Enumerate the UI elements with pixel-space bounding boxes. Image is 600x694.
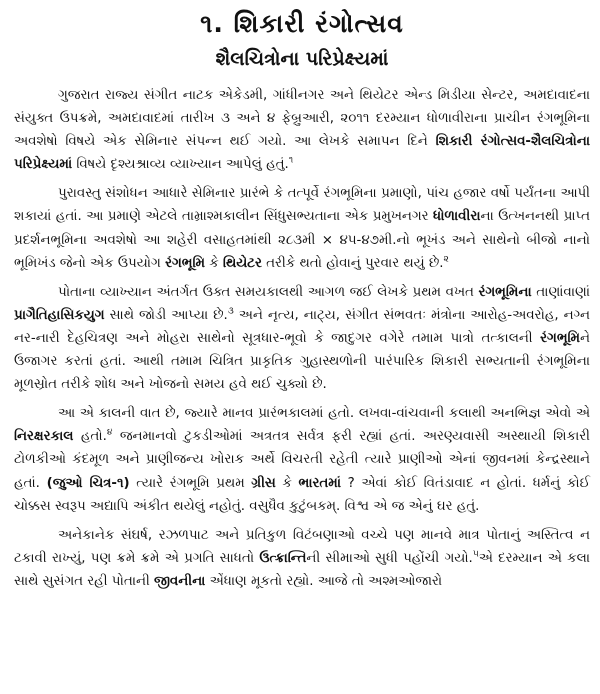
bold-term: રંગભૂમિ <box>540 330 581 346</box>
bold-term: (જુઓ ચિત્ર-૧) <box>46 475 130 491</box>
bold-term: થિયેટર <box>222 255 262 271</box>
text-run: ના ઉત્ખનનથી પ્રાપ્ત પ્રદર્શનભૂમિના અવશેષો આ શહેરી વસાહતમાંથી ૨૮૩મી × ૪૫-૪૭મી.નો ભૂખંડ અને સાથેનો બીજો નાનો ભૂમિખંડ જેનો એક ઉપયોગ <box>14 209 590 271</box>
body-text <box>14 84 590 593</box>
text-run: સાથે જોડી આપ્યા છે. <box>104 307 228 323</box>
bold-term: ભારતમાં <box>298 475 342 491</box>
text-run: આ એ કાલની વાત છે, જ્યારે માનવ પ્રારંભકાલમાં હતો. લખવા-વાંચવાની કલાથી અનભિજ્ઞ એવો એ <box>58 406 590 422</box>
text-run: ને ઉજાગર કરતાં હતાં. આથી તમામ ચિત્રિત પ્રાકૃતિક ગુહાસ્થળોની પારંપારિક શિકારી સભ્યતાની રંગભૂમિના મૂળસ્રોત તરીકે શોધ અને ખોજનો સમય હવે થઈ ચુક્યો છે. <box>14 330 590 393</box>
paragraph-1 <box>14 84 590 176</box>
paragraph-4 <box>14 402 590 517</box>
text-run: કે <box>204 255 223 271</box>
footnote-marker: ૧ <box>288 155 294 166</box>
text-run: ? એવાં કોઈ વિતંડાવાદ ન હોતાં. ધર્મનું કોઈ ચોક્કસ સ્વરૂપ અદ્યાપિ અંકીત થયેલું નહોતું. વસુધૈવ કુટુંબકમ્. વિશ્વ એ જ એનું ઘર હતું. <box>14 475 590 514</box>
bold-term: ગ્રીસ <box>251 475 276 491</box>
bold-term: ઉત્ક્રાન્તિ <box>259 550 307 566</box>
paragraph-5 <box>14 524 590 593</box>
bold-term: શિકારી રંગોત્સવ-શૈલચિત્રોના પરિપ્રેક્ષ્યમાં <box>14 134 590 173</box>
bold-term: રંગભૂમિના <box>478 284 532 300</box>
bold-term: રંગભૂમિ <box>165 255 205 271</box>
chapter-subtitle: શૈલચિત્રોના પરિપ્રેક્ષ્યમાં <box>215 48 389 70</box>
bold-term: જીવનીના <box>154 573 206 589</box>
chapter-title: ૧. શિકારી રંગોત્સવ <box>200 9 404 38</box>
text-run: અને નૃત્ય, નાટ્ય, સંગીત સંભવતઃ મંત્રોના આરોહ-અવરોહ, નગ્ન નર-નારી દેહચિત્રણ અને મોહરા સાથેનો સૂત્રધાર-ભૂવો કે જાદુગર વગેરે તમામ પાત્રો તત્કાલની <box>14 307 590 346</box>
text-run: ત્યારે રંગભૂમિ પ્રથમ <box>129 475 252 491</box>
footnote-marker: ૨ <box>443 254 449 265</box>
text-run: જનમાનવો ટુકડીઓમાં અત્રતત્ર સર્વત્ર ફરી રહ્યાં હતાં. અરણ્યવાસી અસ્થાયી શિકારી ટોળકીઓ કંદમૂળ અને પ્રાણીજન્ય ખોરાક અર્થે વિચરતી રહેતી ત્યારે પ્રાણીઓ એનાં જીવનમાં કેન્દ્રસ્થાને હતાં. <box>14 429 590 491</box>
text-run: વિષયે દૃશ્યશ્રાવ્ય વ્યાખ્યાન આપેલું હતું. <box>72 157 289 173</box>
text-run: ગુજરાત રાજ્ય સંગીત નાટક એકેડમી, ગાંધીનગર અને થિયેટર એન્ડ મિડીયા સેન્ટર, અમદાવાદના સંયુક્ત ઉપક્રમે, અમદાવાદમાં તારીખ ૩ અને ૪ ફેબ્રુઆરી, ૨૦૧૧ દરમ્યાન ધોળાવીરાના પ્રાચીન રંગભૂમિના અવશેષો વિષયે એક સેમિનાર સંપન્ન થઈ ગયો. આ લેખકે સમાપન દિને <box>14 88 590 150</box>
text-run: એંધાણ મૂકતો રહ્યો. આજે તો અશ્મઓજારો <box>205 573 443 589</box>
paragraph-2 <box>14 182 590 274</box>
footnote-marker: ૫ <box>472 549 479 560</box>
text-run: અનેકાનેક સંઘર્ષ, રઝળપાટ અને પ્રતિકુળ વિટંબણાઓ વચ્ચે પણ માનવે માત્ર પોતાનું અસ્તિત્વ ન ટકાવી રાખ્યું, પણ ક્રમે ક્રમે એ પ્રગતિ સાધતો <box>14 527 590 566</box>
bold-term: નિરક્ષરકાલ <box>14 429 74 445</box>
text-run: કે <box>275 475 299 491</box>
text-run: તરીકે થતો હોવાનું પુરવાર થયું છે. <box>261 255 444 271</box>
bold-term: ધોળાવીરા <box>433 209 481 225</box>
footnote-marker: ૪ <box>106 427 113 438</box>
text-run: પોતાના વ્યાખ્યાન અંતર્ગત ઉક્ત સમયકાલથી આગળ જઈ લેખકે પ્રથમ વખત <box>58 284 479 300</box>
footnote-marker: ૩ <box>227 306 234 317</box>
text-run: ની સીમાઓ સુધી પહોંચી ગયો. <box>306 550 473 566</box>
paragraph-3 <box>14 281 590 396</box>
text-run: તાણાંવાણાં <box>531 284 590 300</box>
bold-term: પ્રાગૈતિહાસિકયુગ <box>14 307 105 323</box>
text-run: પુરાવસ્તુ સંશોધન આધારે સેમિનાર પ્રારંભે કે તત્પૂર્વે રંગભૂમિના પ્રમાણો, પાંચ હજાર વર્ષો પર્યંતના આપી શકાયાં હતાં. આ પ્રમાણે એટલે તામ્રાશ્મકાલીન સિંધુસભ્યતાના એક પ્રમુખનગર <box>14 186 590 225</box>
text-run: હતો. <box>73 429 107 445</box>
text-run: એ દરમ્યાન એ કલા સાથે સુસંગત રહી પોતાની <box>14 550 591 589</box>
